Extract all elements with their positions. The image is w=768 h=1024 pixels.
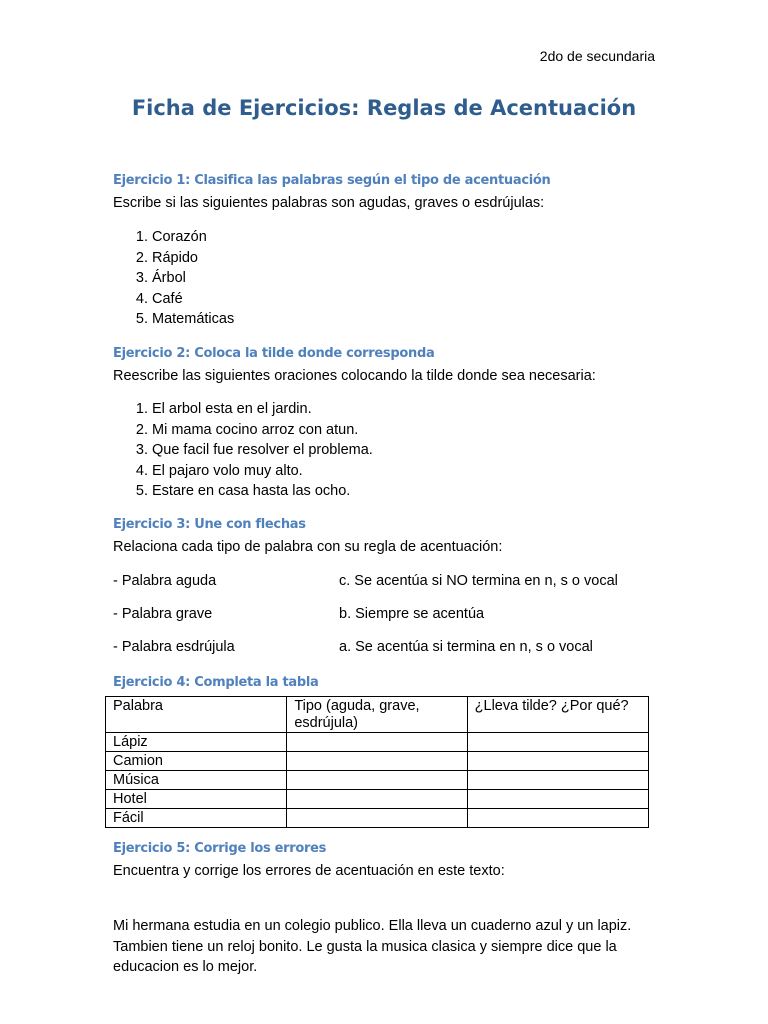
list-item: 4. Café — [152, 289, 234, 310]
exercise-1-word-list — [113, 227, 234, 330]
table-word-cell: Fácil — [106, 809, 287, 828]
list-item: 2. Rápido — [152, 248, 234, 269]
match-right-rule: a. Se acentúa si termina en n, s o vocal — [339, 639, 593, 655]
exercise-2-heading: Ejercicio 2: Coloca la tilde donde corresponda — [113, 346, 435, 361]
table-tilde-cell[interactable] — [467, 771, 648, 790]
exercise-2-sentence-list — [113, 399, 373, 502]
match-right-rule: b. Siempre se acentúa — [339, 606, 485, 622]
exercise-2-instruction: Reescribe las siguientes oraciones colocando la tilde donde sea necesaria: — [113, 368, 596, 384]
table-row — [106, 733, 649, 752]
table-type-cell[interactable] — [287, 790, 467, 809]
table-tilde-cell[interactable] — [467, 752, 648, 771]
exercise-1-heading: Ejercicio 1: Clasifica las palabras según el tipo de acentuación — [113, 173, 551, 188]
list-item: 3. Que facil fue resolver el problema. — [152, 440, 373, 461]
table-row — [106, 809, 649, 828]
table-word-cell: Camion — [106, 752, 287, 771]
exercise-3-instruction: Relaciona cada tipo de palabra con su regla de acentuación: — [113, 539, 503, 555]
table-type-cell[interactable] — [287, 752, 467, 771]
match-left-term: - Palabra grave — [113, 606, 213, 622]
match-left-term: - Palabra esdrújula — [113, 639, 235, 655]
exercise-3-heading: Ejercicio 3: Une con flechas — [113, 517, 306, 532]
list-item: 1. Corazón — [152, 227, 234, 248]
table-tilde-cell[interactable] — [467, 809, 648, 828]
page-title: Ficha de Ejercicios: Reglas de Acentuación — [131, 96, 637, 120]
list-item: 5. Estare en casa hasta las ocho. — [152, 481, 373, 502]
table-row — [106, 752, 649, 771]
list-item: 3. Árbol — [152, 268, 234, 289]
table-word-cell: Música — [106, 771, 287, 790]
table-tilde-cell[interactable] — [467, 733, 648, 752]
table-header-cell: Tipo (aguda, grave, esdrújula) — [287, 697, 467, 733]
table-tilde-cell[interactable] — [467, 790, 648, 809]
table-word-cell: Lápiz — [106, 733, 287, 752]
table-header-row — [106, 697, 649, 733]
table-type-cell[interactable] — [287, 771, 467, 790]
list-item: 5. Matemáticas — [152, 309, 234, 330]
table-header-cell: ¿Lleva tilde? ¿Por qué? — [467, 697, 648, 733]
table-header-cell: Palabra — [106, 697, 287, 733]
list-item: 4. El pajaro volo muy alto. — [152, 461, 373, 482]
table-type-cell[interactable] — [287, 733, 467, 752]
list-item: 1. El arbol esta en el jardin. — [152, 399, 373, 420]
table-type-cell[interactable] — [287, 809, 467, 828]
exercise-5-paragraph: Mi hermana estudia en un colegio publico. Ella lleva un cuaderno azul y un lapiz. Tambien tiene un reloj bonito. Le gusta la musica clasica y siempre dice que la educacion es lo mejor. — [113, 918, 632, 975]
accent-table — [105, 696, 649, 828]
exercise-4-heading: Ejercicio 4: Completa la tabla — [113, 675, 319, 690]
table-word-cell: Hotel — [106, 790, 287, 809]
exercise-1-instruction: Escribe si las siguientes palabras son agudas, graves o esdrújulas: — [113, 195, 545, 211]
exercise-5-instruction: Encuentra y corrige los errores de acentuación en este texto: — [113, 863, 505, 879]
grade-label: 2do de secundaria — [539, 48, 655, 64]
match-right-rule: c. Se acentúa si NO termina en n, s o vocal — [339, 573, 618, 589]
table-row — [106, 790, 649, 809]
exercise-5-heading: Ejercicio 5: Corrige los errores — [113, 841, 327, 856]
match-left-term: - Palabra aguda — [113, 573, 217, 589]
list-item: 2. Mi mama cocino arroz con atun. — [152, 420, 373, 441]
table-row — [106, 771, 649, 790]
